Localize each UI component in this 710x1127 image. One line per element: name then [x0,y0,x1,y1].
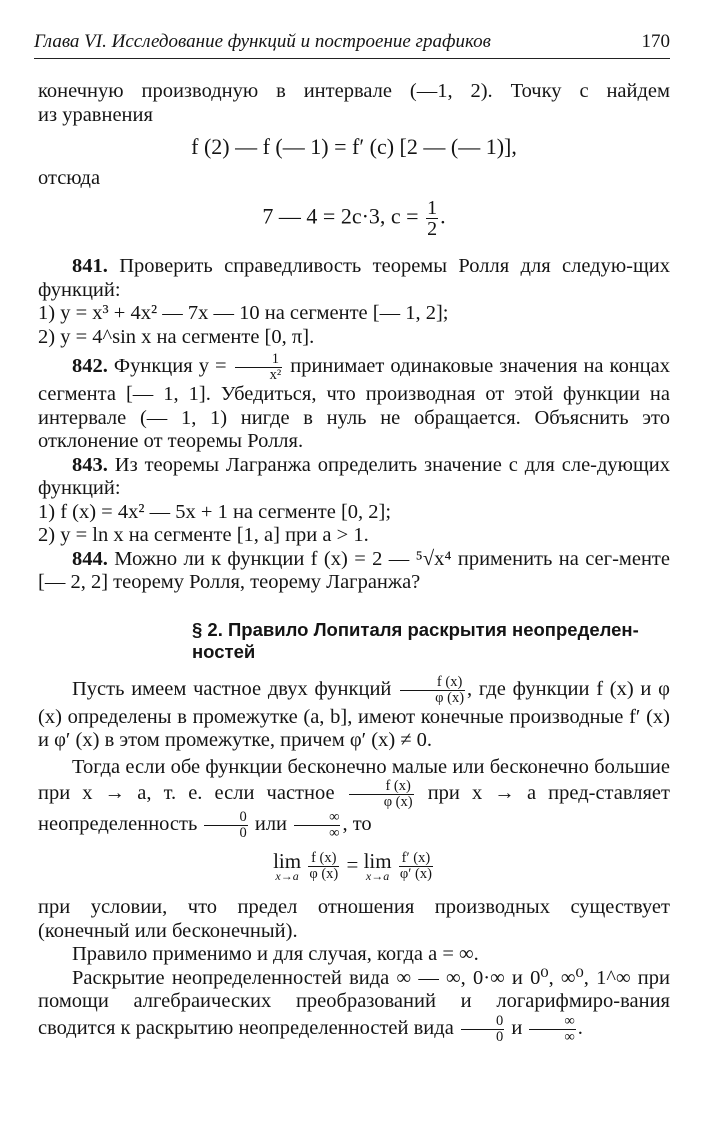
chapter-title: Глава VI. Исследование функций и построение графиков [34,31,491,52]
fraction-1-over-x2 [235,352,283,383]
fraction-denominator: ∞ [564,1028,575,1045]
paragraph-condition-note: при условии, что предел отношения производных существует (конечный или бесконечный). [38,896,670,942]
fraction-zero-over-zero [461,1014,504,1045]
paragraph-text: и [506,1016,528,1039]
problem-844 [38,548,670,595]
running-header [34,30,670,59]
problem-841-item-2: 2) y = 4^sin x на сегменте [0, π]. [38,325,315,348]
equation-1: f (2) — f (— 1) = f′ (c) [2 — (— 1)], [191,134,517,159]
problem-841 [38,255,670,302]
fraction-denominator: φ (x) [383,794,413,810]
problem-841-item-1: 1) y = x³ + 4x² — 7x — 10 на сегменте [— 1, 2]; [38,302,449,324]
section-heading: § 2. Правило Лопиталя раскрытия неопределен-ностей [192,618,639,662]
fraction-inf-over-inf [529,1014,575,1045]
fraction-one-half [426,198,438,239]
fraction-numerator: 1 [235,352,283,368]
fraction-denominator: φ′ (x) [399,866,432,882]
paragraph-line: конечную производную в интервале (—1, 2). Точку c найдем [38,80,670,102]
fraction-f-over-phi [400,675,465,706]
fraction-denominator: 2 [427,218,438,240]
fraction-denominator: φ (x) [435,689,465,706]
fraction-numerator: 1 [427,197,438,219]
limit-operator [363,848,392,883]
paragraph-text: Пусть имеем частное двух функций [72,677,399,700]
paragraph-condition [38,756,670,842]
paragraph-infinity-case: Правило применимо и для случая, когда a = ∞. [72,943,479,965]
equation-2-left: 7 — 4 = 2c·3, c = [262,203,425,229]
page-body [38,80,670,1045]
equals-sign: = [346,852,364,877]
paragraph-text: , то [342,813,372,836]
paragraph-other-forms [38,967,670,1045]
fraction-f-over-phi [308,851,339,882]
problem-843-item-1: 1) f (x) = 4x² — 5x + 1 на сегменте [0, 2]; [38,500,392,523]
fraction-denominator: 0 [239,825,247,841]
paragraph-definition [38,675,670,753]
problem-number: 842. [72,355,108,378]
paragraph-text: Раскрытие неопределенностей вида ∞ — ∞, 0·∞ и 0⁰, ∞⁰, 1^∞ при помощи алгебраических преобразований и логарифмиро-вания сводится к раскрытию неопределенностей вида [38,966,670,1039]
problem-text: Из теоремы Лагранжа определить значение c для сле-дующих функций: [38,453,670,499]
period: . [440,203,446,229]
problem-number: 843. [72,453,108,476]
fraction-numerator: f (x) [308,851,339,867]
fraction-f-over-phi [349,779,414,810]
problem-number: 844. [72,547,108,570]
fraction-numerator: f (x) [400,675,465,691]
lim-label: lim [273,848,302,873]
fraction-numerator: 0 [204,810,247,826]
lim-label: lim [363,848,392,873]
fraction-numerator: f (x) [349,779,414,795]
fraction-numerator: f′ (x) [399,851,433,867]
fraction-denominator: φ (x) [309,866,339,882]
problem-842 [38,352,670,454]
problem-text: Функция y = [113,355,233,378]
page-number: 170 [641,31,670,52]
paragraph-text: Тогда если обе функции бесконечно малые или бесконечно большие при x → a, т. е. если частное [38,755,670,805]
problem-text: Проверить справедливость теоремы Ролля для следую-щих функций: [38,255,670,301]
limit-operator [273,848,302,883]
fraction-numerator: ∞ [294,810,340,826]
period: . [577,1016,583,1039]
problem-number: 841. [72,255,108,277]
fraction-inf-over-inf [294,810,340,841]
problem-843-item-2: 2) y = ln x на сегменте [1, a] при a > 1. [38,524,369,546]
lim-subscript: x→a [275,868,299,883]
fraction-numerator: 0 [461,1014,504,1030]
problem-text: принимает одинаковые значения на концах сегмента [— 1, 1]. Убедиться, что производная от этой функции на интервале (— 1, 1) нигде в нуль не обращается. Объяснить это отклонение от теоремы Ролля. [38,355,671,452]
equation-2 [38,198,670,239]
problem-843 [38,454,670,501]
paragraph-line: отсюда [38,166,101,189]
problem-text: Можно ли к функции f (x) = 2 — ⁵√x⁴ применить на сег-менте [— 2, 2] теорему Ролля, теорему Лагранжа? [38,547,670,593]
fraction-denominator: x² [269,367,282,383]
paragraph-text: при x → a пред-ставляет неопределенность [38,782,670,836]
paragraph-line: из уравнения [38,103,153,126]
lim-subscript: x→a [365,868,390,883]
lhopital-formula [38,848,670,883]
fraction-zero-over-zero [204,810,247,841]
paragraph-text: , где функции f (x) и φ (x) определены в промежутке (a, b], имеют конечные производные f′ (x) и φ′ (x) в этом промежутке, причем φ′ (x) ≠ 0. [38,677,670,751]
paragraph-text: или [249,813,293,836]
fraction-denominator: ∞ [329,825,340,841]
fraction-numerator: ∞ [529,1014,575,1030]
fraction-fprime-over-phiprime [399,851,433,882]
fraction-denominator: 0 [495,1028,504,1045]
